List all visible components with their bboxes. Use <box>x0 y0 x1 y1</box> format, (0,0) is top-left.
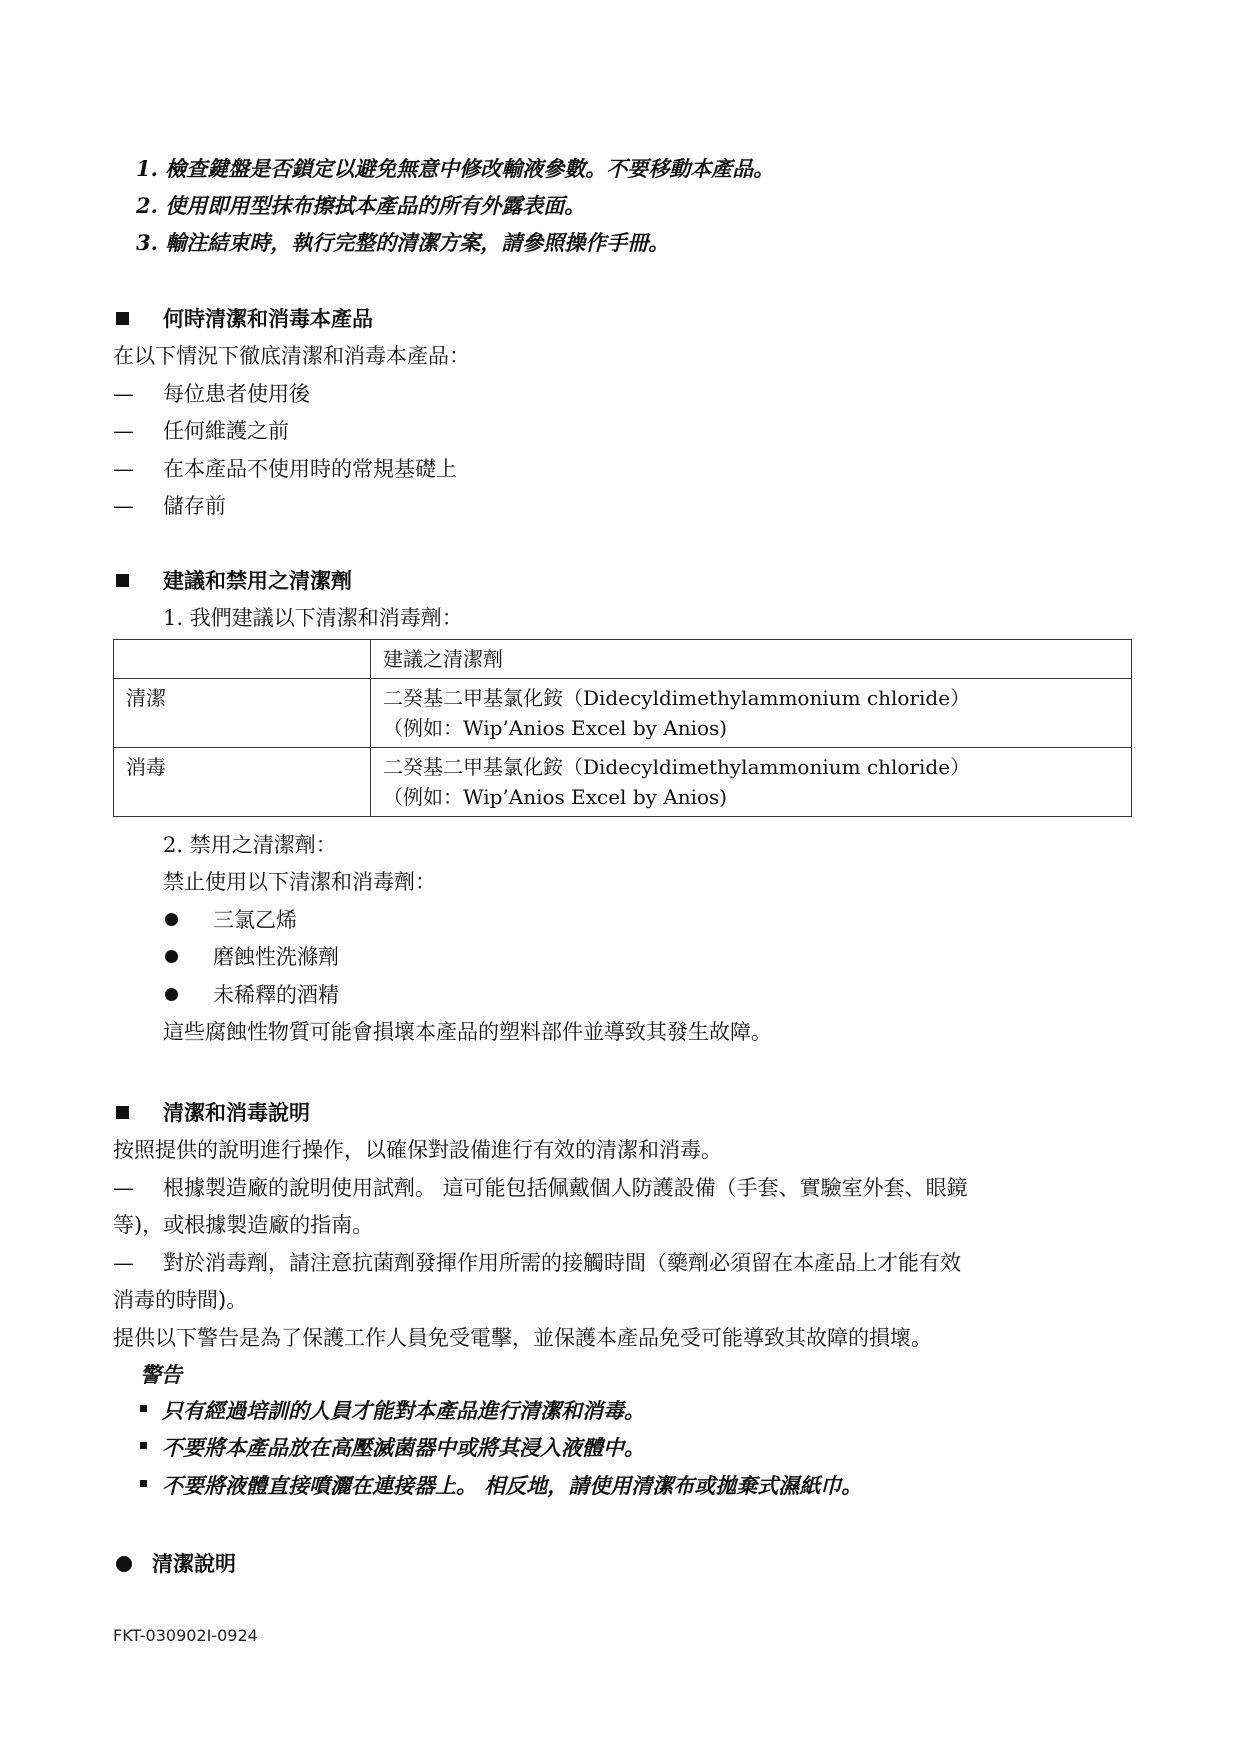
bullet-dot-icon <box>165 950 178 963</box>
dash-icon: — <box>113 382 134 406</box>
when-intro: 在以下情況下徹底清潔和消毒本產品： <box>113 344 470 368</box>
table-header-row <box>114 640 1132 679</box>
warning-item: 不要將本產品放在高壓滅菌器中或將其浸入液體中。 <box>162 1435 645 1460</box>
instruction-item-2: 對於消毒劑，請注意抗菌劑發揮作用所需的接觸時間（藥劑必須留在本產品上才能有效 <box>163 1251 961 1275</box>
prohibited-note: 這些腐蝕性物質可能會損壞本產品的塑料部件並導致其發生故障。 <box>163 1020 772 1044</box>
instruction-item-2-cont: 消毒的時間)。 <box>113 1288 248 1312</box>
prohibited-item: 磨蝕性洗滌劑 <box>213 945 339 969</box>
section-heading-cleaning: 清潔說明 <box>152 1551 236 1576</box>
section-heading-agents: 建議和禁用之清潔劑 <box>163 568 352 593</box>
small-square-bullet-icon <box>140 1480 147 1487</box>
bullet-dot-icon <box>116 1556 132 1572</box>
instruction-item-1: 根據製造廠的說明使用試劑。 這可能包括佩戴個人防護設備（手套、實驗室外套、眼鏡 <box>163 1176 968 1200</box>
small-square-bullet-icon <box>140 1405 147 1412</box>
list-item: 每位患者使用後 <box>163 382 310 406</box>
table-cell <box>371 748 1132 817</box>
list-item: 任何維護之前 <box>163 419 289 443</box>
prohibited-title: 2. 禁用之清潔劑： <box>163 833 337 857</box>
step-3: 3. 輸注結束時，執行完整的清潔方案，請參照操作手冊。 <box>136 230 670 255</box>
small-square-bullet-icon <box>140 1442 147 1449</box>
agent-example: （例如：Wip’Anios Excel by Anios) <box>383 785 728 809</box>
dash-icon: — <box>113 457 134 481</box>
prohibited-item: 未稀釋的酒精 <box>213 983 339 1007</box>
table-row <box>114 679 1132 748</box>
square-bullet-icon <box>116 1106 129 1119</box>
square-bullet-icon <box>116 312 129 325</box>
section-heading-when: 何時清潔和消毒本產品 <box>163 306 373 331</box>
dash-icon: — <box>113 1176 134 1200</box>
square-bullet-icon <box>116 574 129 587</box>
recommended-title: 1. 我們建議以下清潔和消毒劑： <box>163 606 463 630</box>
prohibited-intro: 禁止使用以下清潔和消毒劑： <box>163 870 436 894</box>
dash-icon: — <box>113 419 134 443</box>
dash-icon: — <box>113 1251 134 1275</box>
table-header-cell <box>114 640 371 679</box>
instructions-intro: 按照提供的說明進行操作，以確保對設備進行有效的清潔和消毒。 <box>113 1138 722 1162</box>
section-heading-instructions: 清潔和消毒說明 <box>163 1100 310 1125</box>
step-1: 1. 檢查鍵盤是否鎖定以避免無意中修改輸液參數。不要移動本產品。 <box>136 156 775 181</box>
document-code: FKT-030902I-0924 <box>113 1626 258 1645</box>
table-header-cell: 建議之清潔劑 <box>371 640 1132 679</box>
prohibited-item: 三氯乙烯 <box>213 908 297 932</box>
agent-example: （例如：Wip’Anios Excel by Anios) <box>383 716 728 740</box>
warning-item: 不要將液體直接噴灑在連接器上。 相反地，請使用清潔布或拋棄式濕紙巾。 <box>162 1473 863 1498</box>
instruction-item-1-cont: 等)，或根據製造廠的指南。 <box>113 1213 374 1237</box>
step-2: 2. 使用即用型抹布擦拭本產品的所有外露表面。 <box>136 193 586 218</box>
agent-name: 二癸基二甲基氯化銨（Didecyldimethylammonium chloride） <box>383 686 971 710</box>
table-cell <box>371 679 1132 748</box>
warning-item: 只有經過培訓的人員才能對本產品進行清潔和消毒。 <box>162 1398 645 1423</box>
table-row <box>114 748 1132 817</box>
bullet-dot-icon <box>165 913 178 926</box>
bullet-dot-icon <box>165 988 178 1001</box>
list-item: 儲存前 <box>163 494 226 518</box>
table-row-label: 消毒 <box>114 748 371 817</box>
list-item: 在本產品不使用時的常規基礎上 <box>163 457 457 481</box>
warning-intro: 提供以下警告是為了保護工作人員免受電擊，並保護本產品免受可能導致其故障的損壞。 <box>113 1326 932 1350</box>
agent-name: 二癸基二甲基氯化銨（Didecyldimethylammonium chloride） <box>383 755 971 779</box>
dash-icon: — <box>113 494 134 518</box>
table-row-label: 清潔 <box>114 679 371 748</box>
warning-label: 警告 <box>140 1362 182 1387</box>
recommended-agents-table <box>113 639 1132 817</box>
